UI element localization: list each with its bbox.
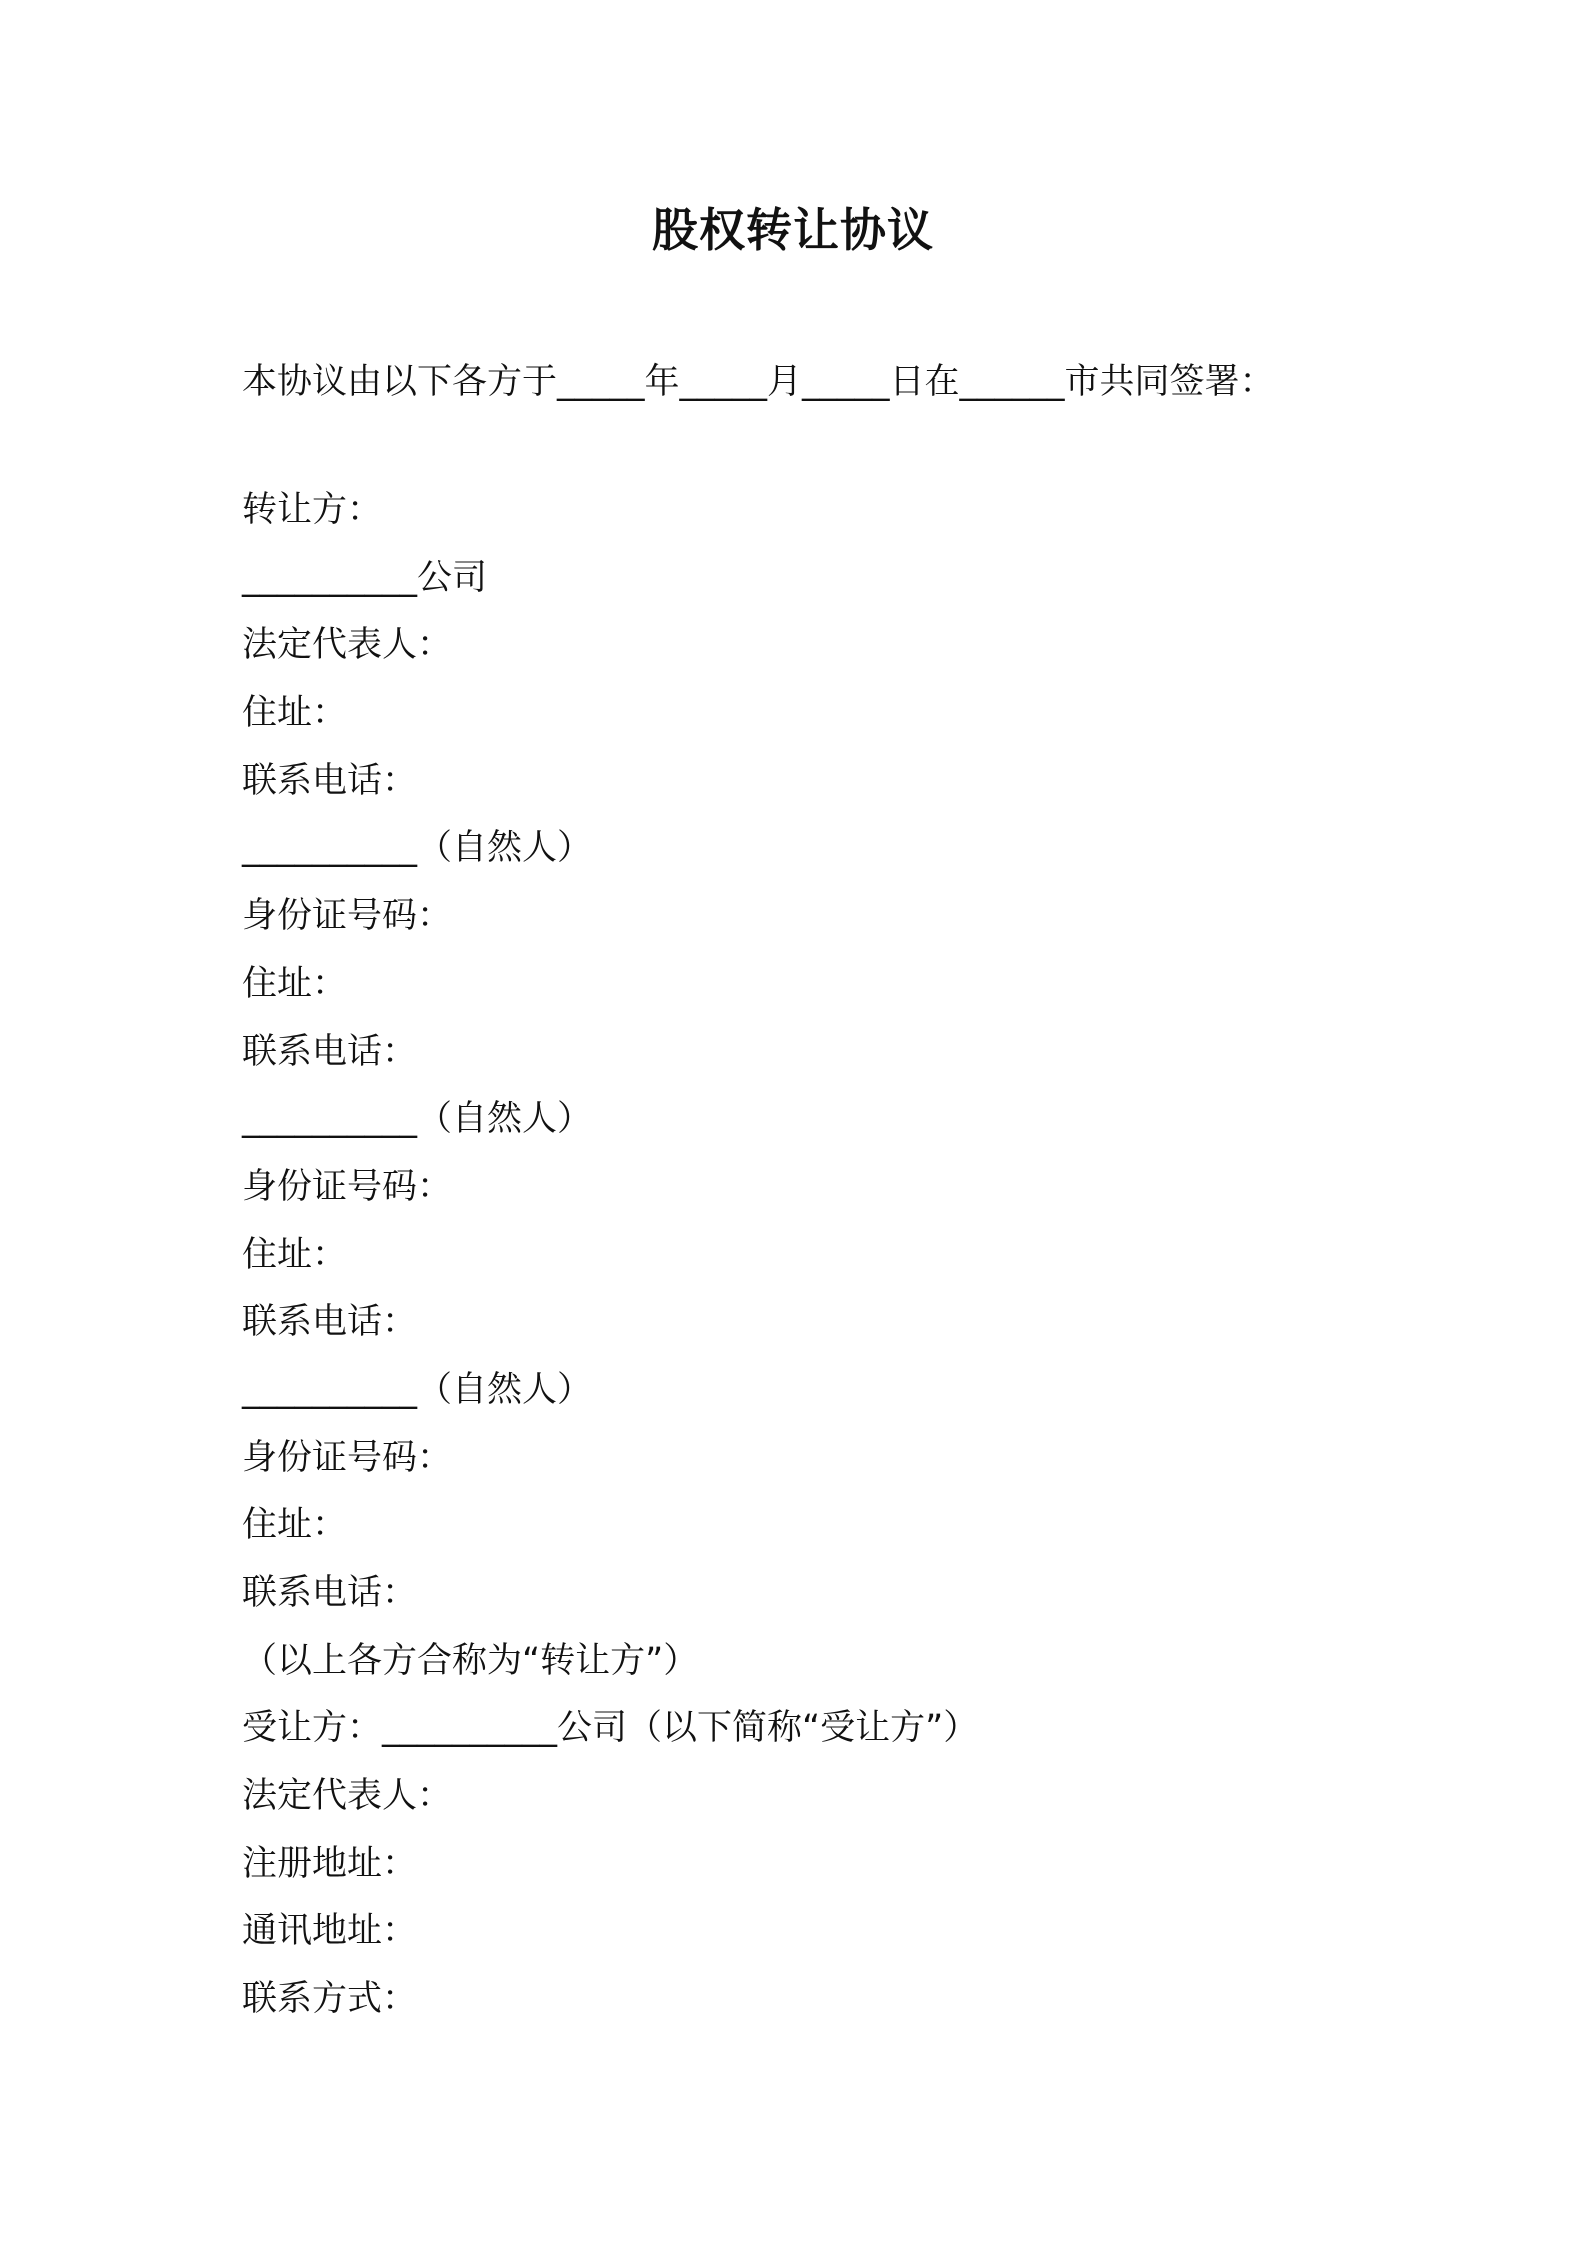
transferor-company-blank: __________公司 — [242, 557, 488, 598]
intro-paragraph: 本协议由以下各方于_____年_____月_____日在______市共同签署： — [242, 362, 1275, 402]
document-title: 股权转让协议 — [652, 203, 934, 257]
natural-person-blank: __________（自然人） — [242, 828, 593, 869]
address-label: 住址： — [242, 963, 348, 1004]
id-number-label: 身份证号码： — [242, 1166, 453, 1207]
phone-label: 联系电话： — [242, 1031, 418, 1072]
address-label: 住址： — [242, 1505, 348, 1546]
id-number-label: 身份证号码： — [242, 896, 453, 937]
phone-label: 联系电话： — [242, 1573, 418, 1613]
address-label: 住址： — [242, 1234, 348, 1275]
transferee-heading: 受让方：__________公司（以下简称“受让方”） — [242, 1708, 979, 1749]
phone-label: 联系电话： — [242, 1302, 418, 1343]
mailing-address-label: 通讯地址： — [242, 1911, 418, 1952]
legal-representative-label: 法定代表人： — [242, 1776, 453, 1817]
id-number-label: 身份证号码： — [242, 1437, 453, 1478]
legal-representative-label: 法定代表人： — [242, 625, 453, 666]
address-label: 住址： — [242, 693, 348, 734]
transferor-heading: 转让方： — [242, 490, 383, 530]
phone-label: 联系电话： — [242, 760, 418, 801]
natural-person-blank: __________（自然人） — [242, 1099, 593, 1140]
document-body — [242, 352, 1362, 2037]
natural-person-blank: __________（自然人） — [242, 1369, 593, 1410]
transferor-collective-note: （以上各方合称为“转让方”） — [242, 1640, 699, 1681]
contact-method-label: 联系方式： — [242, 1979, 418, 2020]
registered-address-label: 注册地址： — [242, 1843, 418, 1884]
